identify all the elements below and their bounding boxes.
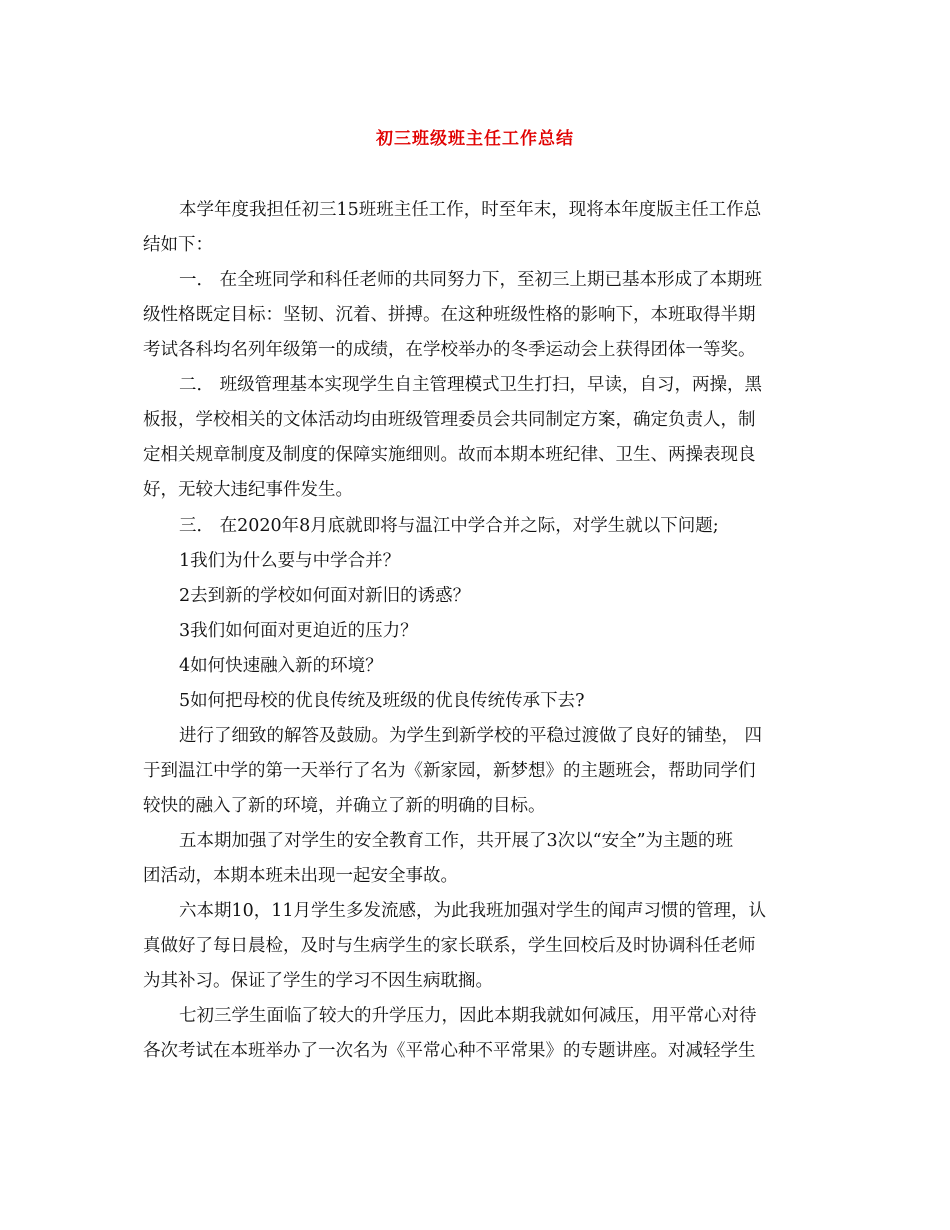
paragraph-line: 进行了细致的解答及鼓励。为学生到新学校的平稳过渡做了良好的铺垫， 四 xyxy=(179,726,763,746)
paragraph-line: 真做好了每日晨检，及时与生病学生的家长联系，学生回校后及时协调科任老师 xyxy=(143,936,756,956)
paragraph-line: 定相关规章制度及制度的保障实施细则。故而本期本班纪律、卫生、两操表现良 xyxy=(143,445,756,465)
paragraph-line: 于到温江中学的第一天举行了名为《新家园，新梦想》的主题班会，帮助同学们 xyxy=(143,761,756,781)
document-title: 初三班级班主任工作总结 xyxy=(376,129,574,149)
paragraph-line: 板报，学校相关的文体活动均由班级管理委员会共同制定方案，确定负责人，制 xyxy=(143,410,756,430)
list-item: 1我们为什么要与中学合并？ xyxy=(179,551,401,571)
paragraph-line: 各次考试在本班举办了一次名为《平常心种不平常果》的专题讲座。对减轻学生 xyxy=(143,1041,756,1061)
list-item: 5如何把母校的优良传统及班级的优良传统传承下去? xyxy=(179,691,585,711)
paragraph-line: 为其补习。保证了学生的学习不因生病耽搁。 xyxy=(143,971,493,991)
list-item: 2去到新的学校如何面对新旧的诱惑？ xyxy=(179,586,471,606)
paragraph-line: 五本期加强了对学生的安全教育工作，共开展了3次以“安全”为主题的班 xyxy=(179,831,734,851)
paragraph-line: 级性格既定目标：坚韧、沉着、拼搏。在这种班级性格的影响下，本班取得半期 xyxy=(143,305,756,325)
paragraph-line: 较快的融入了新的环境，并确立了新的明确的目标。 xyxy=(143,796,546,816)
list-item: 4如何快速融入新的环境？ xyxy=(179,656,383,676)
list-item: 3我们如何面对更迫近的压力？ xyxy=(179,621,418,641)
paragraph-line: 团活动，本期本班未出现一起安全事故。 xyxy=(143,866,458,886)
paragraph-line: 六本期10，11月学生多发流感，为此我班加强对学生的闻声习惯的管理，认 xyxy=(179,901,767,921)
paragraph-line: 三． 在2020年8月底就即将与温江中学合并之际，对学生就以下问题; xyxy=(179,516,719,536)
paragraph-line: 二． 班级管理基本实现学生自主管理模式卫生打扫，早读，自习，两操，黑 xyxy=(179,375,763,395)
paragraph-line: 结如下： xyxy=(143,235,213,255)
paragraph-line: 考试各科均名列年级第一的成绩，在学校举办的冬季运动会上获得团体一等奖。 xyxy=(143,340,756,360)
paragraph-line: 七初三学生面临了较大的升学压力，因此本期我就如何减压，用平常心对待 xyxy=(179,1006,757,1026)
paragraph-line: 一． 在全班同学和科任老师的共同努力下，至初三上期已基本形成了本期班 xyxy=(179,270,763,290)
paragraph-line: 本学年度我担任初三15班班主任工作，时至年末，现将本年度版主任工作总 xyxy=(179,200,762,220)
paragraph-line: 好，无较大违纪事件发生。 xyxy=(143,480,353,500)
